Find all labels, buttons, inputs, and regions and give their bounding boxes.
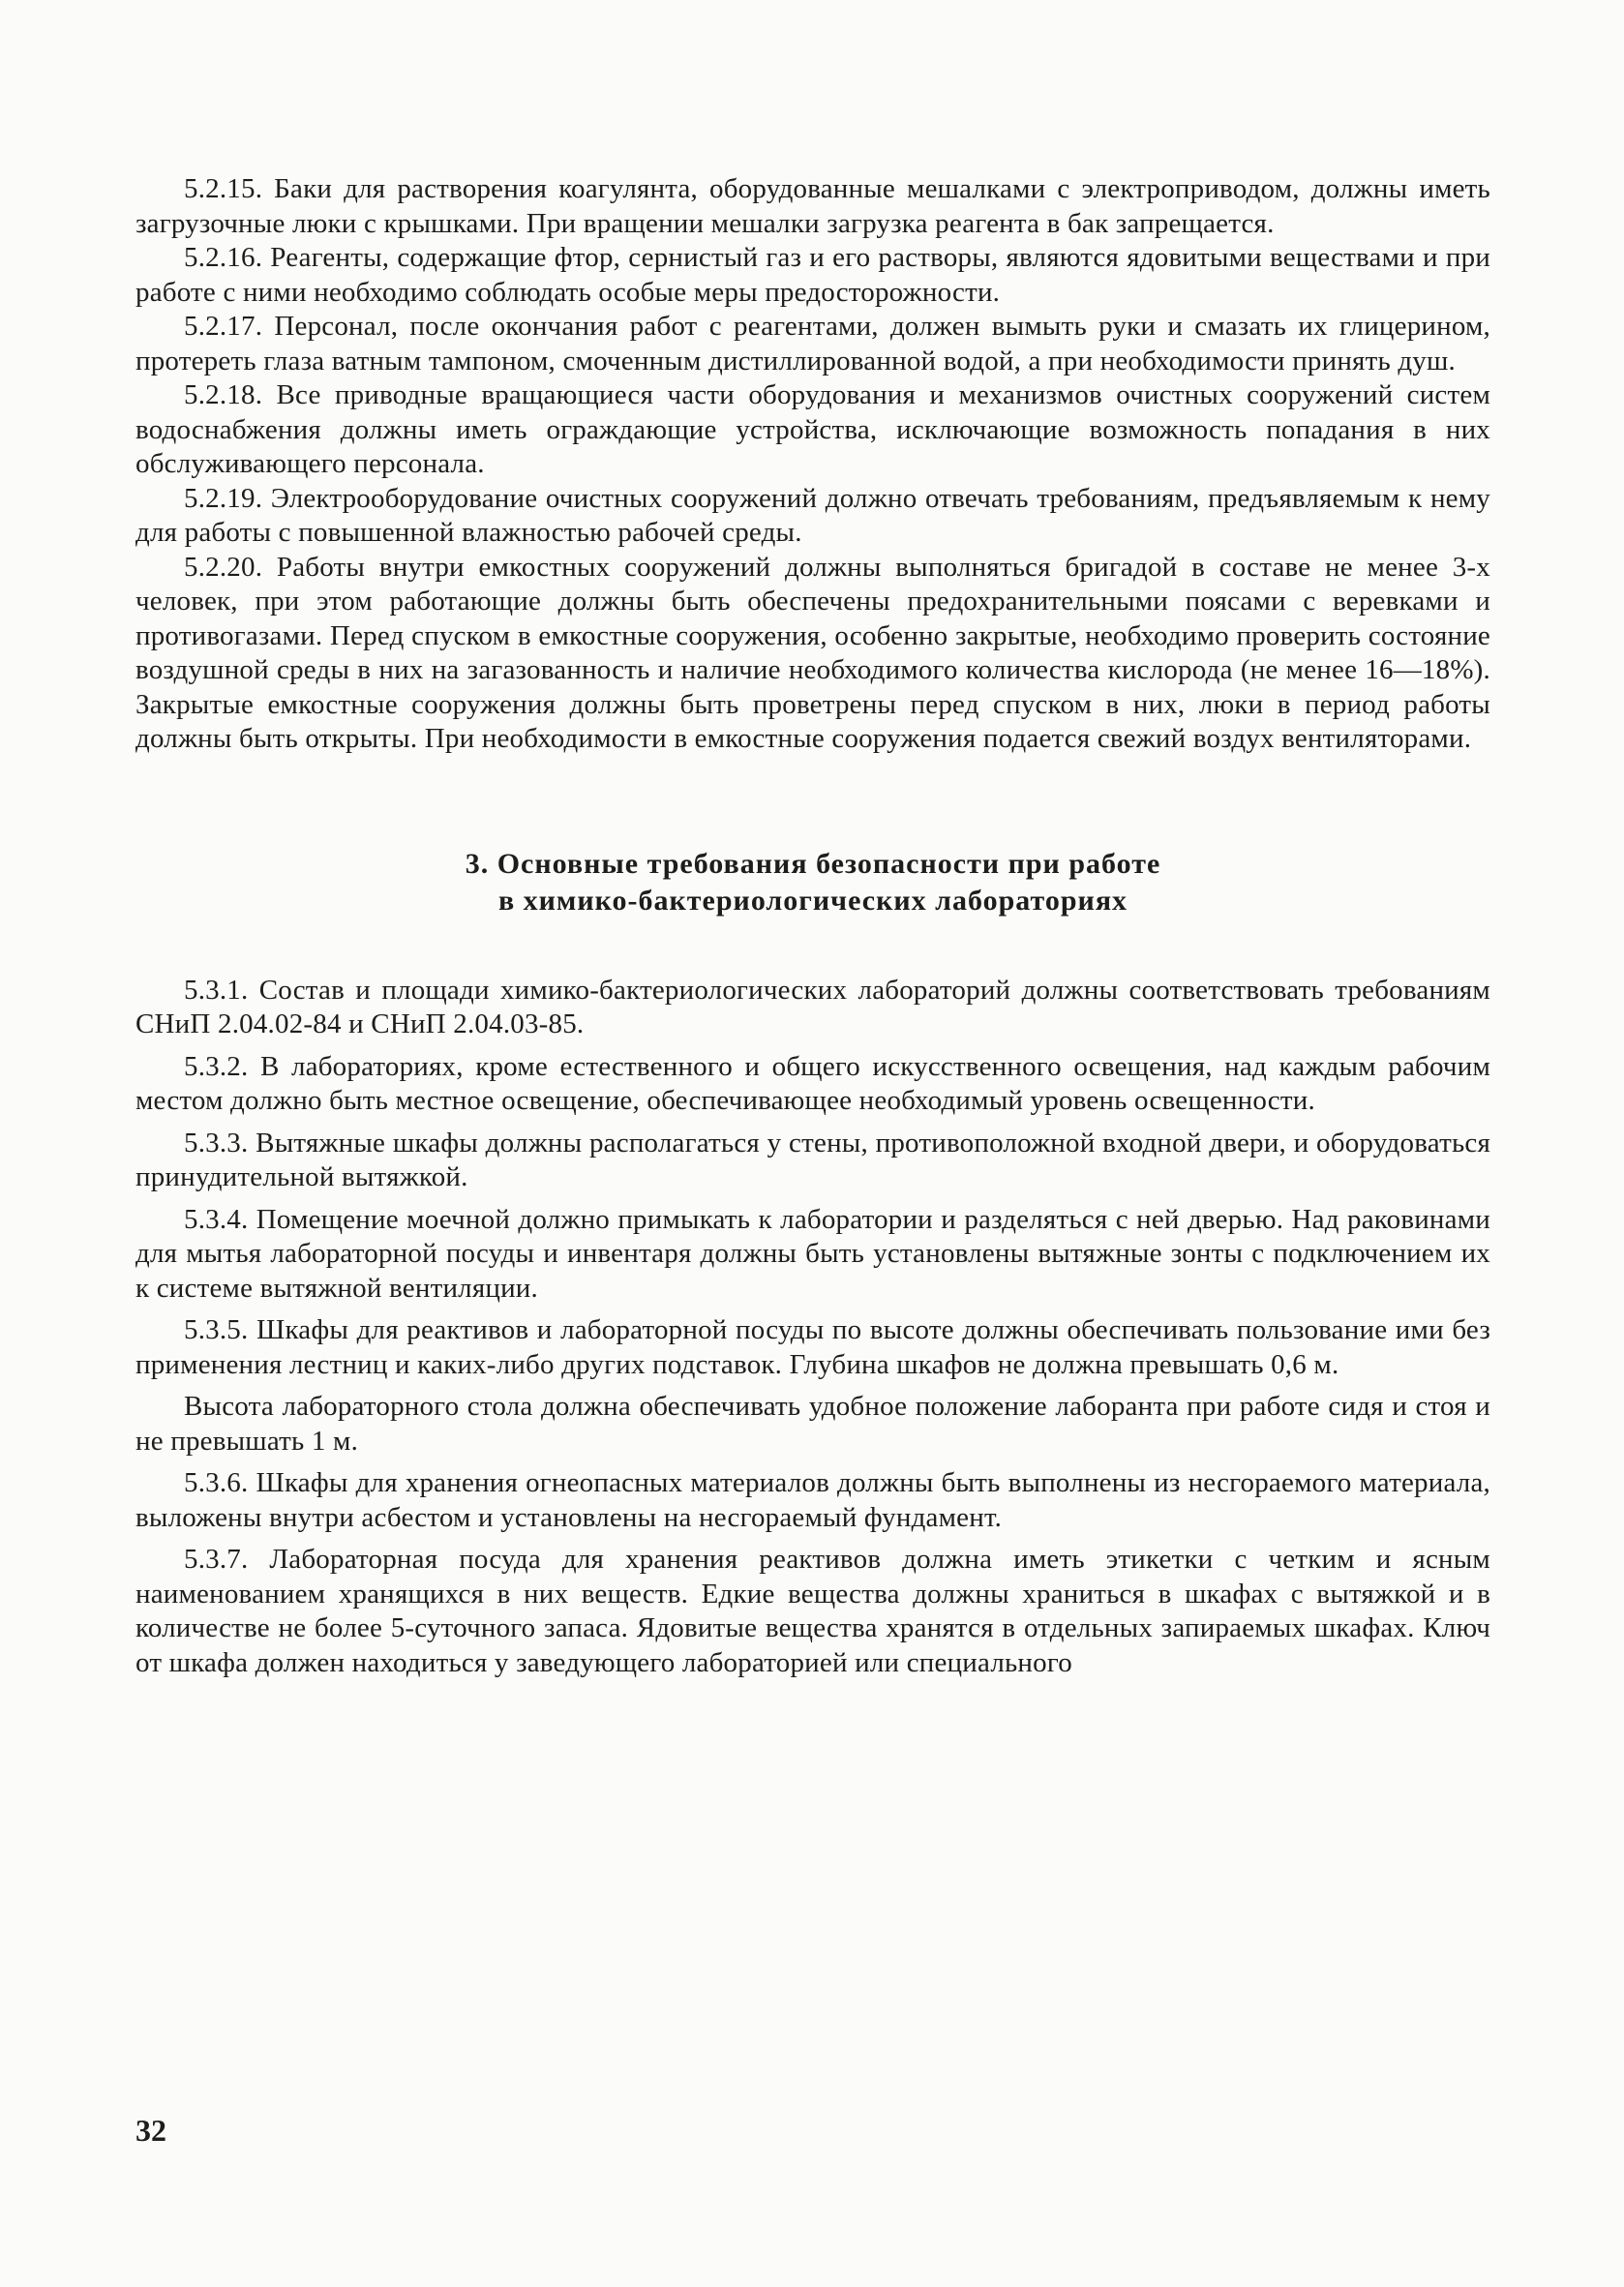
page-content	[135, 172, 1490, 1680]
paragraph-5-2-19: 5.2.19. Электрооборудование очистных сооружений должно отвечать требованиям, предъявляемым к нему для работы с повышенной влажностью рабочей среды.	[135, 482, 1490, 548]
paragraph-5-3-1: 5.3.1. Состав и площади химико-бактериологических лабораторий должны соответствовать требованиям СНиП 2.04.02-84 и СНиП 2.04.03-85.	[135, 974, 1490, 1039]
section-heading-line-1: 3. Основные требования безопасности при работе	[465, 847, 1161, 880]
paragraph-5-3-7: 5.3.7. Лабораторная посуда для хранения реактивов должна иметь этикетки с четким и ясным наименованием хранящихся в них веществ. Едкие вещества должны храниться в шкафах с вытяжкой и в количестве не более 5-суточного запаса. Ядовитые вещества хранятся в отдельных запираемых шкафах. Ключ от шкафа должен находиться у заведующего лабораторией или специального	[135, 1544, 1490, 1678]
paragraph-5-3-2: 5.3.2. В лабораториях, кроме естественного и общего искусственного освещения, над каждым рабочим местом должно быть местное освещение, обеспечивающее необходимый уровень освещенности.	[135, 1050, 1490, 1116]
paragraph-5-2-17: 5.2.17. Персонал, после окончания работ с реагентами, должен вымыть руки и смазать их глицерином, протереть глаза ватным тампоном, смоченным дистиллированной водой, а при необходимости принять душ.	[135, 311, 1490, 376]
paragraph-5-3-4: 5.3.4. Помещение моечной должно примыкать к лаборатории и разделяться с ней дверью. Над раковинами для мытья лабораторной посуды и инвентаря должны быть установлены вытяжные зонты с подключением их к системе вытяжной вентиляции.	[135, 1203, 1490, 1304]
paragraph-5-2-16: 5.2.16. Реагенты, содержащие фтор, сернистый газ и его растворы, являются ядовитыми веществами и при работе с ними необходимо соблюдать особые меры предосторожности.	[135, 242, 1490, 308]
page-number: 32	[135, 2113, 166, 2148]
section-heading	[135, 846, 1490, 919]
paragraph-5-3-3: 5.3.3. Вытяжные шкафы должны располагаться у стены, противоположной входной двери, и оборудоваться принудительной вытяжкой.	[135, 1127, 1490, 1192]
paragraph-5-2-15: 5.2.15. Баки для растворения коагулянта, оборудованные мешалками с электроприводом, должны иметь загрузочные люки с крышками. При вращении мешалки загрузка реагента в бак запрещается.	[135, 173, 1490, 239]
paragraph-5-2-20: 5.2.20. Работы внутри емкостных сооружений должны выполняться бригадой в составе не менее 3-х человек, при этом работающие должны быть обеспечены предохранительными поясами с веревками и противогазами. Перед спуском в емкостные сооружения, особенно закрытые, необходимо проверить состояние воздушной среды в них на загазованность и наличие необходимого количества кислорода (не менее 16—18%). Закрытые емкостные сооружения должны быть проветрены перед спуском в них, люки в период работы должны быть открыты. При необходимости в емкостные сооружения подается свежий воздух вентиляторами.	[135, 551, 1490, 754]
paragraph-5-3-5: 5.3.5. Шкафы для реактивов и лабораторной посуды по высоте должны обеспечивать пользование ими без применения лестниц и каких-либо других подставок. Глубина шкафов не должна превышать 0,6 м.	[135, 1314, 1490, 1380]
section-heading-line-2: в химико-бактериологических лабораториях	[497, 884, 1128, 917]
paragraph-5-3-6: 5.3.6. Шкафы для хранения огнеопасных материалов должны быть выполнены из несгораемого материала, выложены внутри асбестом и установлены на несгораемый фундамент.	[135, 1467, 1490, 1533]
paragraph-5-2-18: 5.2.18. Все приводные вращающиеся части оборудования и механизмов очистных сооружений систем водоснабжения должны иметь ограждающие устройства, исключающие возможность попадания в них обслуживающего персонала.	[135, 379, 1490, 479]
paragraph-5-3-5-table-height: Высота лабораторного стола должна обеспечивать удобное положение лаборанта при работе сидя и стоя и не превышать 1 м.	[135, 1391, 1490, 1457]
